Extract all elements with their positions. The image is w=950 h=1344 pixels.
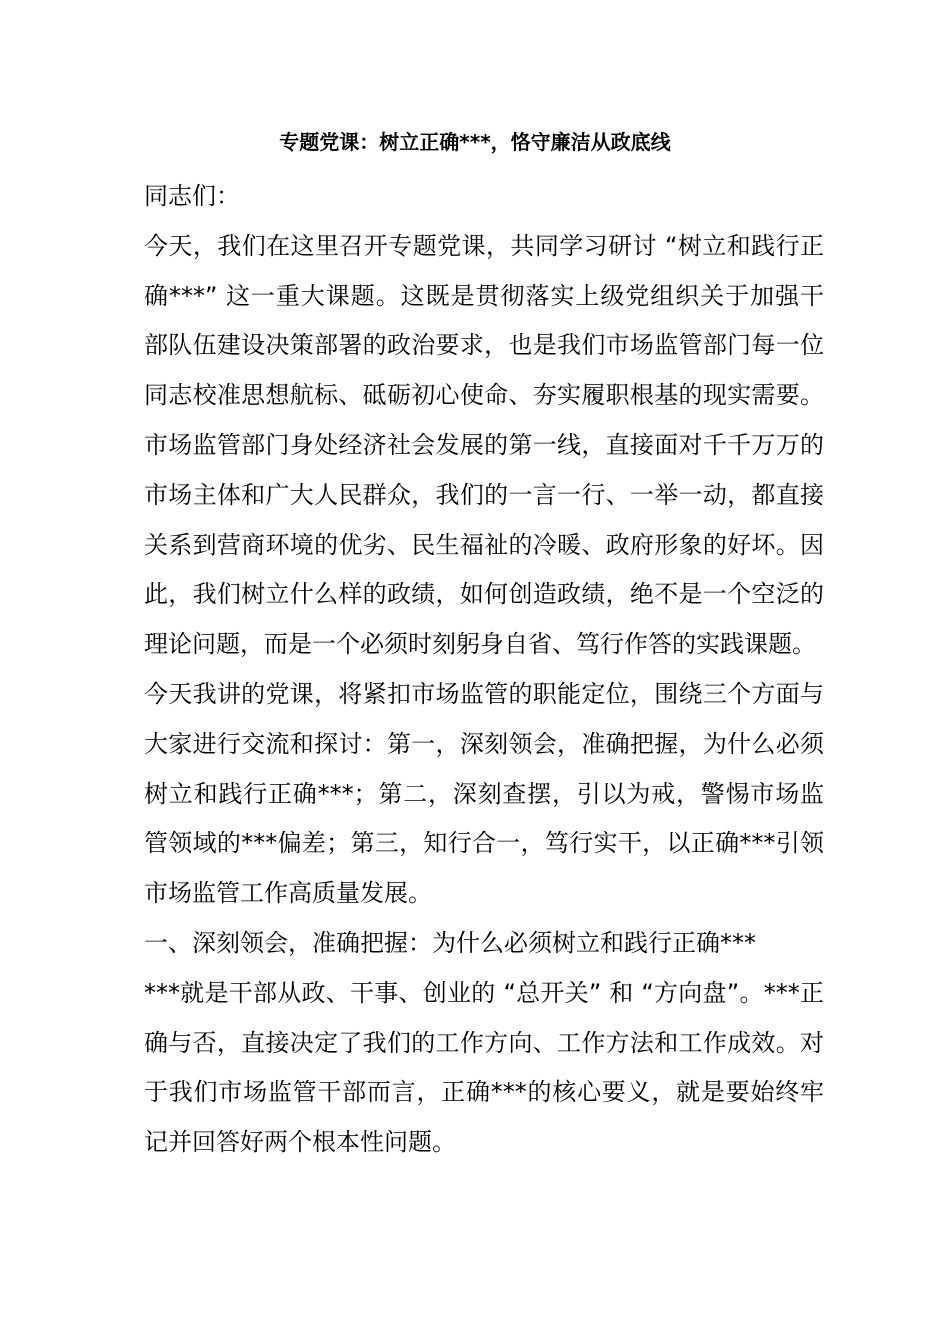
salutation-paragraph: 同志们： [144, 182, 240, 210]
section-paragraph: ***就是干部从政、干事、创业的 “总开关” 和 “方向盘”。***正确与否，直接决定了我们的工作方向、工作方法和工作成效。对于我们市场监管干部而言，正确***的核心要义，就是要始终牢记并回答好两个根本性问题。 [144, 978, 824, 1157]
outline-paragraph: 今天我讲的党课，将紧扣市场监管的职能定位，围绕三个方面与大家进行交流和探讨：第一，深刻领会，准确把握，为什么必须树立和践行正确***；第二，深刻查摆，引以为戒，警惕市场监管领域的***偏差；第三，知行合一，笃行实干，以正确***引领市场监管工作高质量发展。 [144, 679, 824, 908]
section-heading: 一、深刻领会，准确把握：为什么必须树立和践行正确*** [144, 928, 756, 957]
intro-paragraph: 今天，我们在这里召开专题党课，共同学习研讨 “树立和践行正确***” 这一重大课题。这既是贯彻落实上级党组织关于加强干部队伍建设决策部署的政治要求，也是我们市场监管部门每一位同志校准思想航标、砥砺初心使命、夯实履职根基的现实需要。市场监管部门身处经济社会发展的第一线，直接面对千千万万的市场主体和广大人民群众，我们的一言一行、一举一动，都直接关系到营商环境的优劣、民生福祉的冷暖、政府形象的好坏。因此，我们树立什么样的政绩，如何创造政绩，绝不是一个空泛的理论问题，而是一个必须时刻躬身自省、笃行作答的实践课题。 [144, 231, 824, 659]
document-title: 专题党课：树立正确***，恪守廉洁从政底线 [279, 130, 671, 154]
document-body [144, 172, 824, 1168]
